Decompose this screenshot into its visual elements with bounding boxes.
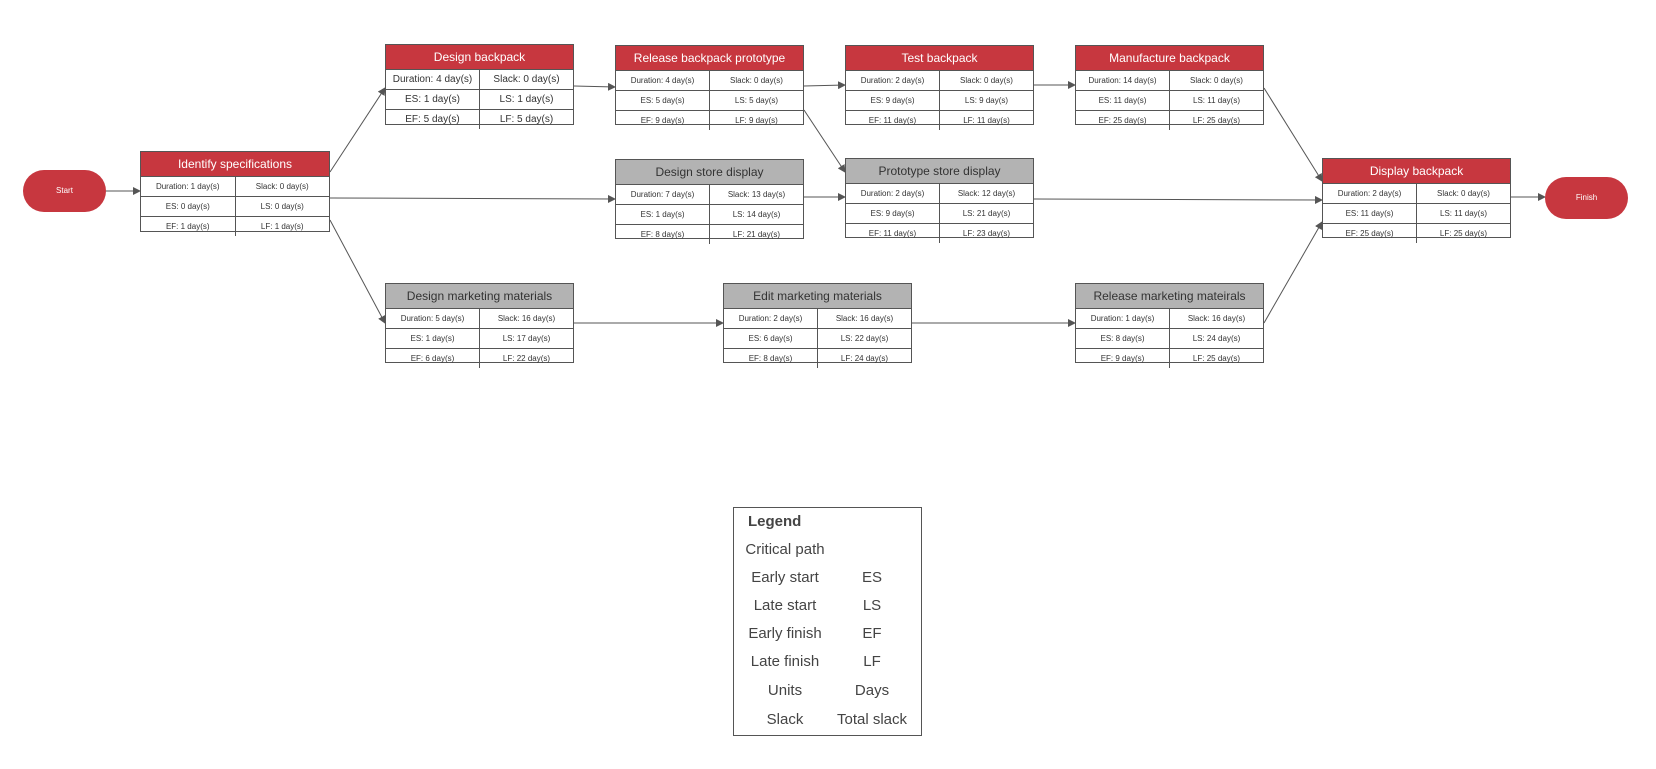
task-row-finish (1323, 224, 1510, 243)
task-row-start (724, 329, 911, 349)
edge-release-marketing-display (1264, 222, 1322, 323)
task-slack: Slack: 16 day(s) (1187, 314, 1246, 323)
task-ef: EF: 5 day(s) (386, 110, 480, 129)
task-duration: Duration: 14 day(s) (1076, 71, 1170, 90)
task-es: ES: 1 day(s) (386, 90, 480, 109)
task-ef: EF: 11 day(s) (846, 224, 940, 243)
task-es: ES: 11 day(s) (1323, 204, 1417, 223)
task-row-duration (386, 309, 573, 329)
task-lf: LF: 11 day(s) (963, 116, 1010, 125)
legend-title: Legend (748, 513, 802, 530)
task-row-duration (386, 70, 573, 90)
task-row-duration (616, 71, 803, 91)
task-row-finish (386, 349, 573, 368)
task-title: Prototype store display (846, 159, 1033, 184)
edge-release-prototype-prototype-store (804, 110, 845, 172)
task-es: ES: 5 day(s) (616, 91, 710, 110)
task-es: ES: 0 day(s) (141, 197, 236, 216)
task-row-finish (1076, 111, 1263, 130)
task-edit-marketing-materials (723, 283, 912, 363)
task-row-finish (616, 111, 803, 130)
task-display-backpack (1322, 158, 1511, 238)
task-title: Edit marketing materials (724, 284, 911, 309)
legend-row-slack (734, 711, 923, 733)
task-lf: LF: 21 day(s) (732, 230, 781, 239)
task-ls: LS: 11 day(s) (1193, 96, 1240, 105)
task-ef: EF: 1 day(s) (141, 217, 236, 236)
legend-row-early-finish (734, 625, 923, 647)
task-title: Display backpack (1323, 159, 1510, 184)
task-slack: Slack: 12 day(s) (957, 189, 1016, 198)
legend-key: Slack (766, 711, 804, 728)
task-row-duration (1076, 309, 1263, 329)
task-duration: Duration: 7 day(s) (616, 185, 710, 204)
task-release-marketing-materials (1075, 283, 1264, 363)
task-ls: LS: 21 day(s) (962, 209, 1011, 218)
task-row-duration (616, 185, 803, 205)
task-ef: EF: 6 day(s) (386, 349, 480, 368)
task-row-finish (724, 349, 911, 368)
task-ef: EF: 9 day(s) (1076, 349, 1170, 368)
task-prototype-store-display (845, 158, 1034, 238)
task-es: ES: 6 day(s) (724, 329, 818, 348)
task-title: Test backpack (846, 46, 1033, 71)
task-duration: Duration: 2 day(s) (846, 184, 940, 203)
task-row-finish (386, 110, 573, 129)
task-ef: EF: 8 day(s) (724, 349, 818, 368)
task-slack: Slack: 0 day(s) (255, 182, 309, 191)
task-ef: EF: 25 day(s) (1076, 111, 1170, 130)
task-ls: LS: 5 day(s) (734, 96, 779, 105)
task-es: ES: 1 day(s) (386, 329, 480, 348)
task-duration: Duration: 4 day(s) (386, 70, 480, 89)
task-lf: LF: 25 day(s) (1439, 229, 1488, 238)
legend-key: Late start (753, 597, 817, 614)
task-lf: LF: 25 day(s) (1192, 116, 1241, 125)
task-slack: Slack: 16 day(s) (835, 314, 894, 323)
task-release-backpack-prototype (615, 45, 804, 125)
legend-box (733, 507, 922, 736)
task-es: ES: 9 day(s) (846, 204, 940, 223)
task-row-start (1323, 204, 1510, 224)
task-lf: LF: 25 day(s) (1192, 354, 1241, 363)
task-ef: EF: 25 day(s) (1323, 224, 1417, 243)
task-slack: Slack: 13 day(s) (727, 190, 786, 199)
task-row-finish (616, 225, 803, 244)
task-row-start (846, 91, 1033, 111)
task-duration: Duration: 2 day(s) (846, 71, 940, 90)
task-duration: Duration: 5 day(s) (386, 309, 480, 328)
task-ef: EF: 9 day(s) (616, 111, 710, 130)
legend-row-units (734, 682, 923, 704)
task-row-finish (846, 111, 1033, 130)
task-identify-specifications (140, 151, 330, 232)
task-row-start (141, 197, 329, 217)
task-ls: LS: 1 day(s) (499, 94, 554, 105)
task-row-finish (141, 217, 329, 236)
task-duration: Duration: 1 day(s) (141, 177, 236, 196)
task-title: Release marketing mateirals (1076, 284, 1263, 309)
task-ls: LS: 17 day(s) (502, 334, 551, 343)
task-slack: Slack: 16 day(s) (497, 314, 556, 323)
task-es: ES: 11 day(s) (1076, 91, 1170, 110)
task-ls: LS: 11 day(s) (1440, 209, 1487, 218)
task-row-duration (846, 71, 1033, 91)
task-row-start (386, 329, 573, 349)
task-manufacture-backpack (1075, 45, 1264, 125)
task-row-finish (846, 224, 1033, 243)
task-row-duration (141, 177, 329, 197)
task-ls: LS: 0 day(s) (260, 202, 304, 211)
legend-value: Total slack (836, 711, 908, 728)
task-title: Identify specifications (141, 152, 329, 177)
legend-row-critical-path (734, 541, 923, 563)
task-title: Design marketing materials (386, 284, 573, 309)
legend-key: Early finish (748, 625, 822, 642)
task-es: ES: 8 day(s) (1076, 329, 1170, 348)
task-es: ES: 1 day(s) (616, 205, 710, 224)
task-row-start (616, 91, 803, 111)
task-title: Manufacture backpack (1076, 46, 1263, 71)
legend-row-early-start (734, 569, 923, 591)
legend-key: Units (767, 682, 803, 699)
task-ef: EF: 11 day(s) (846, 111, 940, 130)
task-slack: Slack: 0 day(s) (960, 76, 1013, 85)
task-ls: LS: 24 day(s) (1192, 334, 1241, 343)
task-title: Design store display (616, 160, 803, 185)
task-row-duration (846, 184, 1033, 204)
legend-value: ES (861, 569, 882, 586)
task-title: Release backpack prototype (616, 46, 803, 71)
task-slack: Slack: 0 day(s) (1190, 76, 1243, 85)
edge-identify-design-marketing (330, 220, 385, 323)
task-design-backpack (385, 44, 574, 125)
task-ls: LS: 9 day(s) (964, 96, 1009, 105)
task-slack: Slack: 0 day(s) (1437, 189, 1490, 198)
legend-key: Early start (751, 569, 819, 586)
task-row-start (1076, 329, 1263, 349)
task-slack: Slack: 0 day(s) (730, 76, 783, 85)
task-row-duration (1323, 184, 1510, 204)
task-lf: LF: 1 day(s) (260, 222, 304, 231)
task-test-backpack (845, 45, 1034, 125)
task-ef: EF: 8 day(s) (616, 225, 710, 244)
legend-value: Days (854, 682, 890, 699)
edge-release-prototype-test (804, 85, 845, 86)
task-lf: LF: 5 day(s) (499, 114, 554, 125)
task-row-start (386, 90, 573, 110)
task-duration: Duration: 4 day(s) (616, 71, 710, 90)
task-row-start (846, 204, 1033, 224)
task-design-marketing-materials (385, 283, 574, 363)
task-row-start (1076, 91, 1263, 111)
task-ls: LS: 22 day(s) (840, 334, 889, 343)
task-design-store-display (615, 159, 804, 239)
edge-design-backpack-release-prototype (574, 86, 615, 87)
finish-node: Finish (1545, 177, 1628, 219)
task-lf: LF: 23 day(s) (962, 229, 1011, 238)
task-es: ES: 9 day(s) (846, 91, 940, 110)
task-row-duration (724, 309, 911, 329)
legend-critical-path: Critical path (745, 541, 825, 558)
legend-key: Late finish (750, 653, 820, 670)
task-ls: LS: 14 day(s) (732, 210, 781, 219)
edge-prototype-store-display (1034, 199, 1322, 200)
task-row-start (616, 205, 803, 225)
legend-value: LF (863, 653, 881, 670)
edge-manufacture-display (1264, 88, 1322, 181)
legend-value: LS (862, 597, 882, 614)
edge-identify-design-store (330, 198, 615, 199)
task-row-duration (1076, 71, 1263, 91)
start-node: Start (23, 170, 106, 212)
task-duration: Duration: 1 day(s) (1076, 309, 1170, 328)
task-row-finish (1076, 349, 1263, 368)
legend-row-late-finish (734, 653, 923, 675)
edge-identify-design-backpack (330, 88, 385, 172)
task-duration: Duration: 2 day(s) (724, 309, 818, 328)
task-lf: LF: 24 day(s) (840, 354, 889, 363)
task-duration: Duration: 2 day(s) (1323, 184, 1417, 203)
task-lf: LF: 9 day(s) (735, 116, 778, 125)
task-lf: LF: 22 day(s) (502, 354, 551, 363)
task-title: Design backpack (386, 45, 573, 70)
legend-value: EF (862, 625, 882, 642)
task-slack: Slack: 0 day(s) (493, 74, 560, 85)
legend-row-late-start (734, 597, 923, 619)
